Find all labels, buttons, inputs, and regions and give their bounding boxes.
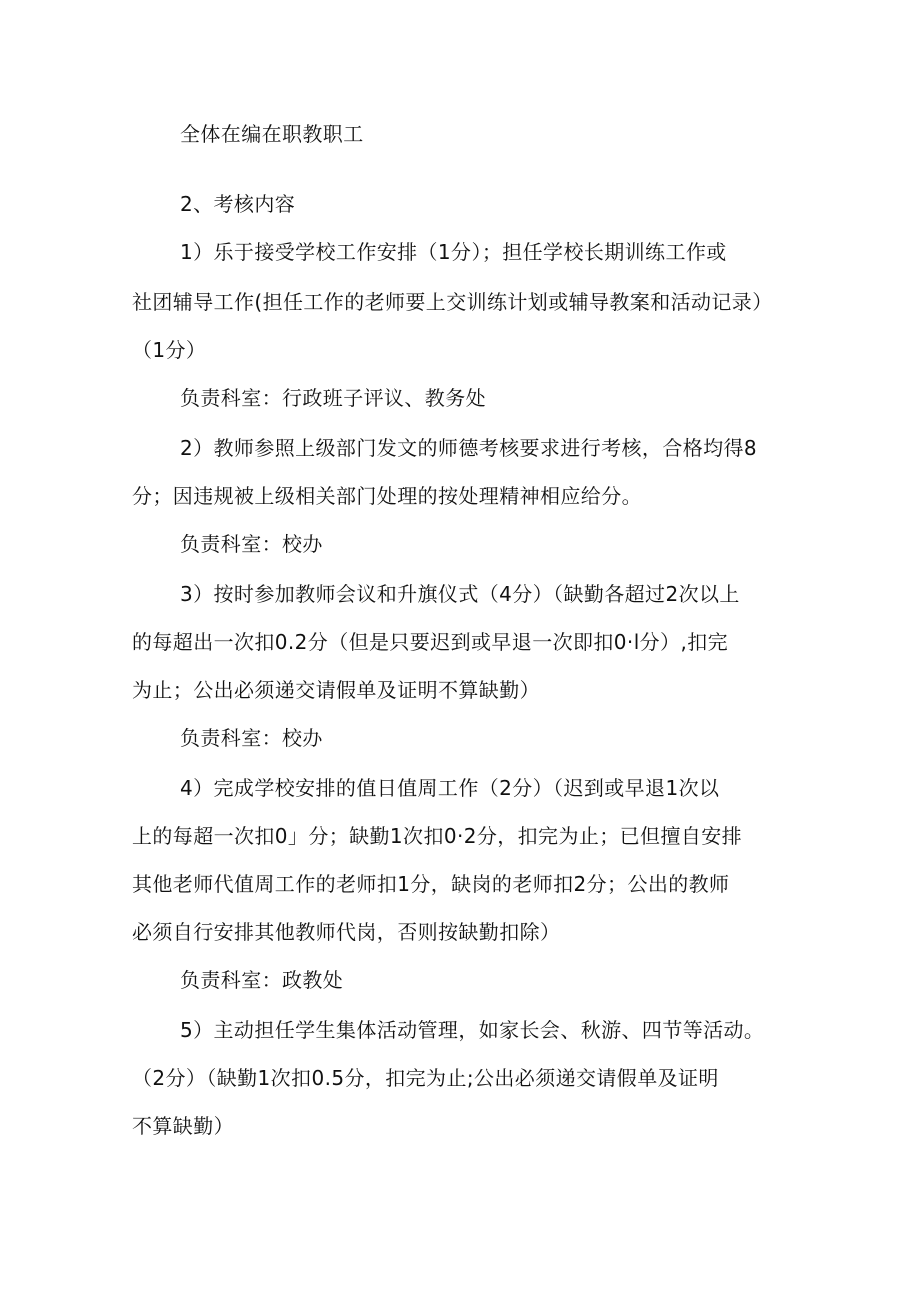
item-5-line-2: （2分）（缺勤1次扣0.5分，扣完为止;公出必须递交请假单及证明	[132, 1066, 719, 1090]
item-2-line-1: 2）教师参照上级部门发文的师德考核要求进行考核，合格均得8	[180, 436, 758, 460]
item-4-dept: 负责科室：政教处	[180, 968, 344, 992]
item-4-line-3: 其他老师代值周工作的老师扣1分，缺岗的老师扣2分；公出的教师	[132, 872, 730, 896]
item-5-line-1: 5）主动担任学生集体活动管理，如家长会、秋游、四节等活动。	[180, 1018, 765, 1042]
item-3-line-1: 3）按时参加教师会议和升旗仪式（4分）（缺勤各超过2次以上	[180, 582, 740, 606]
item-4-line-4: 必须自行安排其他教师代岗，否则按缺勤扣除）	[132, 920, 561, 944]
item-3-line-2: 的每超出一次扣0.2分（但是只要迟到或早退一次即扣0·l分）,扣完	[132, 630, 729, 654]
item-2-dept: 负责科室：校办	[180, 532, 323, 556]
scope-line: 全体在编在职教职工	[180, 122, 364, 146]
item-4-line-1: 4）完成学校安排的值日值周工作（2分）（迟到或早退1次以	[180, 776, 720, 800]
item-3-dept: 负责科室：校办	[180, 726, 323, 750]
item-1-line-2: 社团辅导工作(担任工作的老师要上交训练计划或辅导教案和活动记录）	[132, 290, 773, 314]
item-4-line-2: 上的每超一次扣0」分；缺勤1次扣0·2分，扣完为止；已但擅自安排	[132, 824, 743, 848]
item-5-line-3: 不算缺勤）	[132, 1114, 234, 1138]
item-1-line-1: 1）乐于接受学校工作安排（1分）；担任学校长期训练工作或	[180, 240, 727, 264]
item-3-line-3: 为止；公出必须递交请假单及证明不算缺勤）	[132, 678, 540, 702]
item-1-line-3: （1分）	[132, 338, 207, 362]
item-1-dept: 负责科室：行政班子评议、教务处	[180, 386, 486, 410]
section-heading: 2、考核内容	[180, 192, 296, 216]
item-2-line-2: 分；因违规被上级相关部门处理的按处理精神相应给分。	[132, 484, 642, 508]
